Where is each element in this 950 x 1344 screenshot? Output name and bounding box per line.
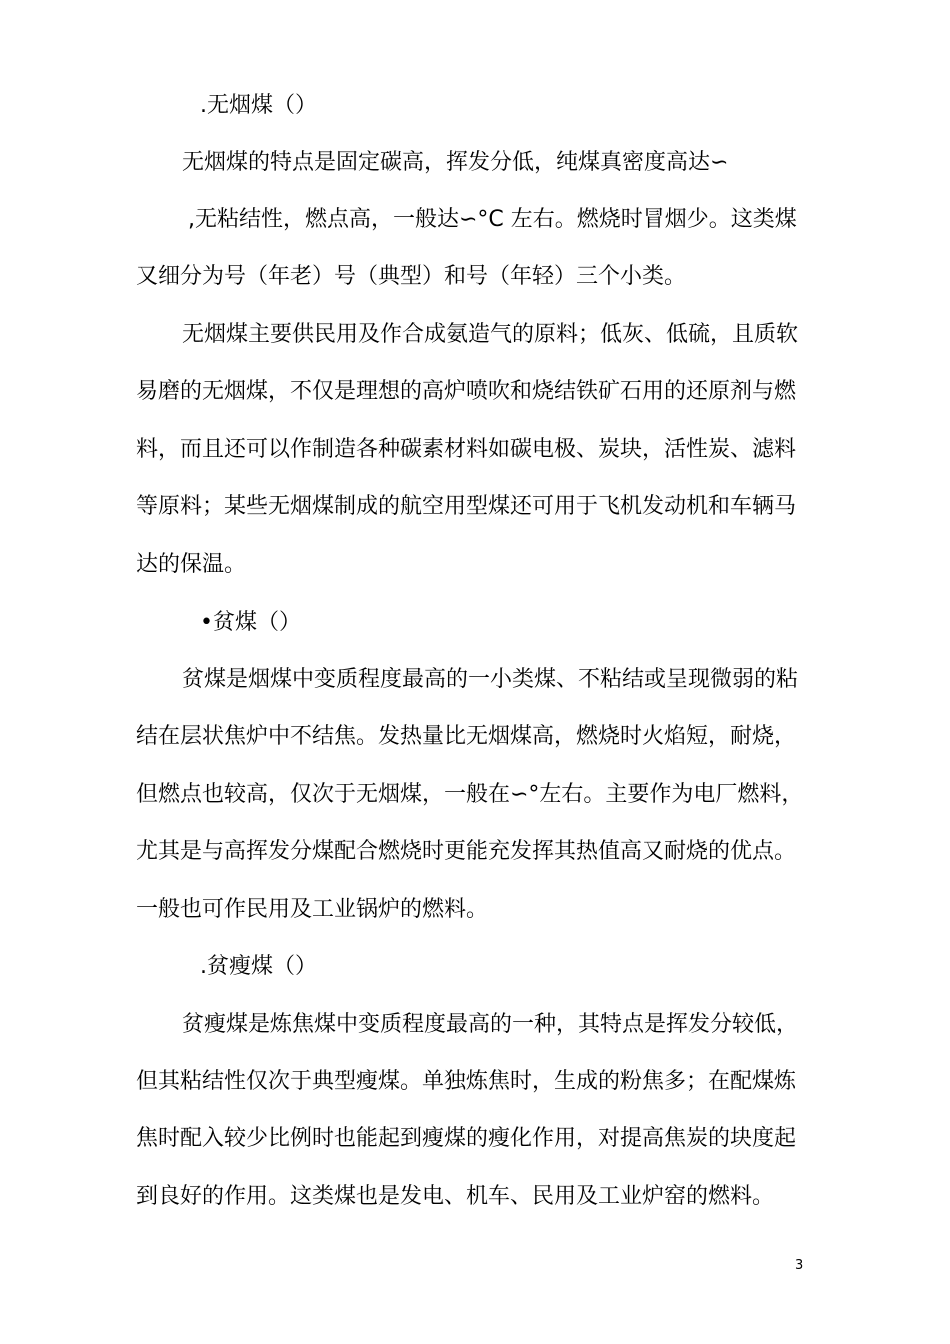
paragraph-line: 尤其是与高挥发分煤配合燃烧时更能充发挥其热值高又耐烧的优点。 bbox=[136, 839, 797, 864]
paragraph-line: 达的保温。 bbox=[136, 552, 247, 577]
section-heading-lean-meager-coal: .贫瘦煤（） bbox=[200, 954, 317, 979]
paragraph-line: 结在层状焦炉中不结焦。发热量比无烟煤高，燃烧时火焰短，耐烧， bbox=[136, 724, 797, 749]
paragraph-line: 易磨的无烟煤，不仅是理想的高炉喷吹和烧结铁矿石用的还原剂与燃 bbox=[136, 379, 797, 404]
paragraph-line: 到良好的作用。这类煤也是发电、机车、民用及工业炉窑的燃料。 bbox=[136, 1184, 775, 1209]
section-heading-lean-coal: •贫煤（） bbox=[200, 610, 301, 635]
paragraph-line: 无烟煤的特点是固定碳高，挥发分低，纯煤真密度高达∽ bbox=[182, 150, 729, 175]
paragraph-line: 但其粘结性仅次于典型瘦煤。单独炼焦时，生成的粉焦多；在配煤炼 bbox=[136, 1069, 797, 1094]
paragraph-line: 但燃点也较高，仅次于无烟煤，一般在∽°左右。主要作为电厂燃料， bbox=[136, 782, 804, 807]
paragraph-line: ,无粘结性，燃点高，一般达∽°C 左右。燃烧时冒烟少。这类煤 bbox=[188, 207, 797, 232]
paragraph-line: 料，而且还可以作制造各种碳素材料如碳电极、炭块，活性炭、滤料 bbox=[136, 437, 797, 462]
paragraph-line: 无烟煤主要供民用及作合成氨造气的原料；低灰、低硫，且质软 bbox=[182, 322, 799, 347]
paragraph-line: 贫煤是烟煤中变质程度最高的一小类煤、不粘结或呈现微弱的粘 bbox=[182, 667, 799, 692]
paragraph-line: 又细分为号（年老）号（典型）和号（年轻）三个小类。 bbox=[136, 264, 687, 289]
section-heading-anthracite: .无烟煤（） bbox=[200, 93, 317, 118]
paragraph-line: 一般也可作民用及工业锅炉的燃料。 bbox=[136, 897, 489, 922]
paragraph-line: 等原料；某些无烟煤制成的航空用型煤还可用于飞机发动机和车辆马 bbox=[136, 494, 797, 519]
page-number: 3 bbox=[795, 1258, 804, 1273]
paragraph-line: 焦时配入较少比例时也能起到瘦煤的瘦化作用，对提高焦炭的块度起 bbox=[136, 1126, 797, 1151]
paragraph-line: 贫瘦煤是炼焦煤中变质程度最高的一种，其特点是挥发分较低， bbox=[182, 1012, 799, 1037]
